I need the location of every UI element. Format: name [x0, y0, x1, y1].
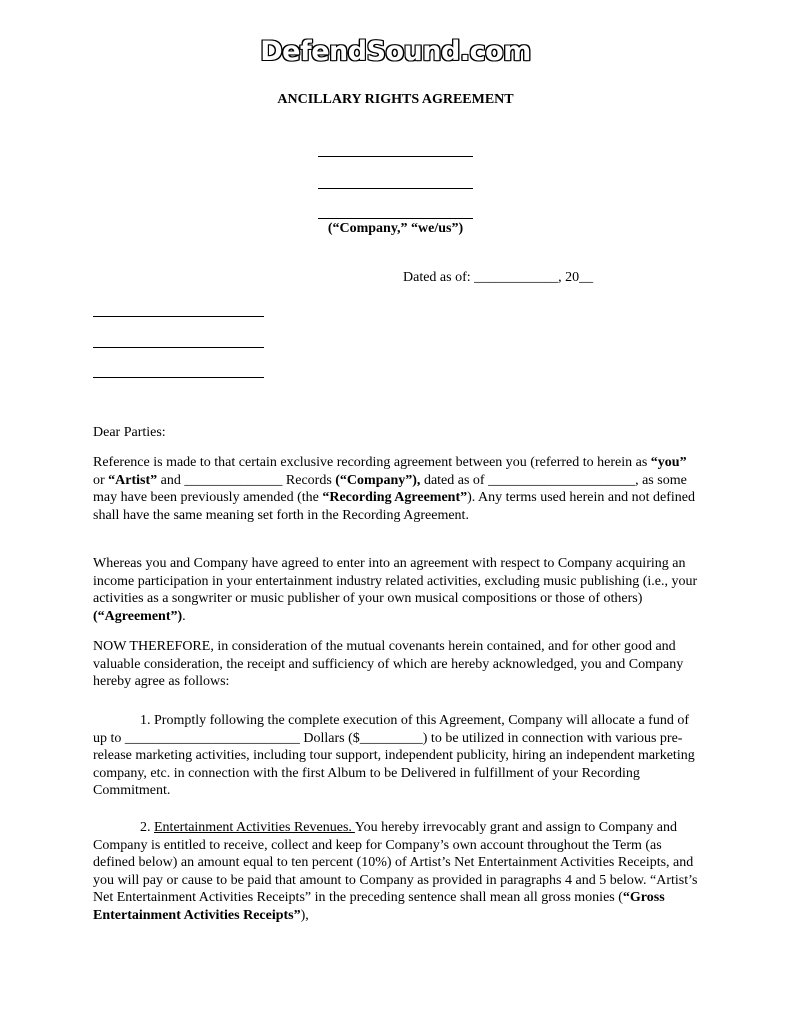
- site-logo: DefendSound.com: [260, 36, 531, 67]
- document-title: ANCILLARY RIGHTS AGREEMENT: [277, 92, 514, 107]
- reference-paragraph: Reference is made to that certain exclusive recording agreement between you (referred to herein as “you” or “Artist” and ______________ Records (“Company”), dated as of _____________________, as some may have been previously amended (the “Recording Agreement”). Any terms used herein and not defined shall have the same meaning set forth in the Recording Agreement.: [93, 455, 695, 523]
- recipient-line-1: [93, 316, 264, 317]
- section-2-heading: Entertainment Activities Revenues.: [154, 820, 355, 835]
- salutation: Dear Parties:: [93, 425, 166, 440]
- dated-line: Dated as of: ____________, 20__: [403, 270, 594, 285]
- recipient-line-2: [93, 347, 264, 348]
- recipient-line-3: [93, 377, 264, 378]
- company-name-line-2: [318, 188, 473, 189]
- now-therefore-paragraph: NOW THEREFORE, in consideration of the mutual covenants herein contained, and for other good and valuable consideration, the receipt and sufficiency of which are hereby acknowledged, you and Company hereby agree as follows:: [93, 639, 757, 689]
- company-name-line-1: [318, 156, 473, 157]
- section-1-paragraph: 1. Promptly following the complete execution of this Agreement, Company will allocate a fund of up to _________________________ Dollars ($_________) to be utilized in connection with various pre-release marketing activities, including tour support, independent publicity, hiring an independent marketing company, etc. in connection with the first Album to be Delivered in fulfillment of your Recording Commitment.: [93, 713, 695, 798]
- company-caption: (“Company,” “we/us”): [327, 221, 464, 236]
- whereas-paragraph: Whereas you and Company have agreed to enter into an agreement with respect to Company acquiring an income participation in your entertainment industry related activities, excluding music publishing (i.e., your activities as a songwriter or music publisher of your own musical compositions or those of others) (“Agreement”).: [93, 556, 698, 624]
- company-name-line-3: [318, 218, 473, 219]
- section-2-paragraph: 2. Entertainment Activities Revenues. You hereby irrevocably grant and assign to Company and Company is entitled to receive, collect and keep for Company’s own account throughout the Term (as defined below) an amount equal to ten percent (10%) of Artist’s Net Entertainment Activities Receipts, and you will pay or cause to be paid that amount to Company as provided in paragraphs 4 and 5 below. “Artist’s Net Entertainment Activities Receipts” in the preceding sentence shall mean all gross monies (“Gross Entertainment Activities Receipts”),: [93, 820, 698, 923]
